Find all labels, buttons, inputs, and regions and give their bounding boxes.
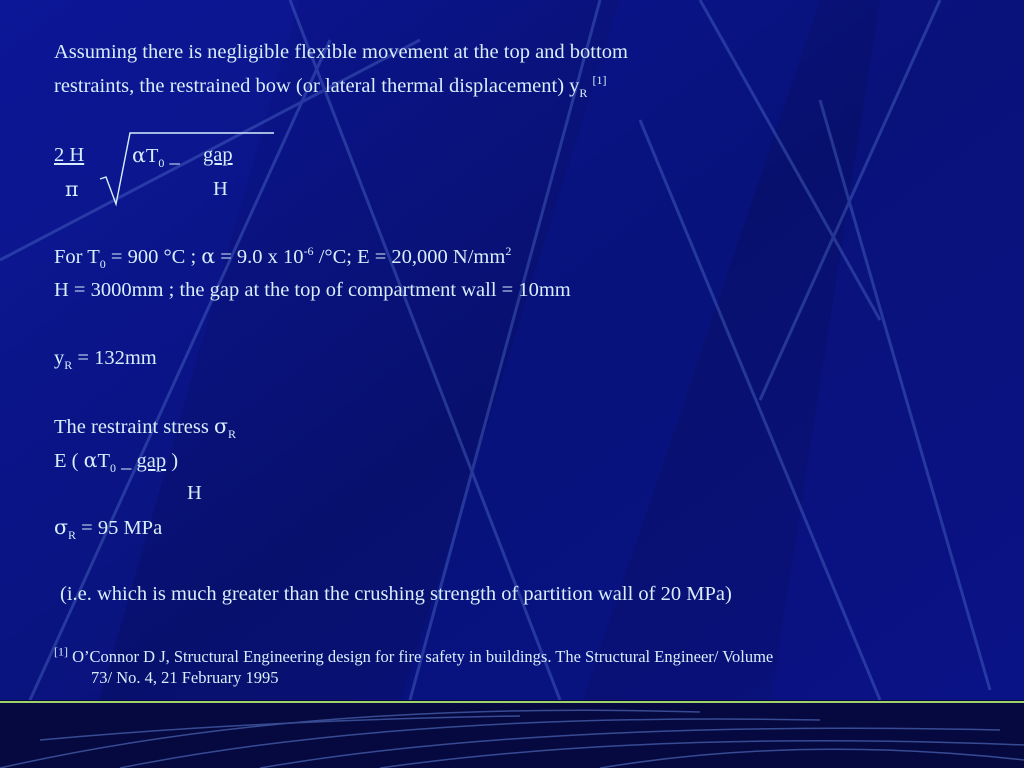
formula1-alpha-t0: $\alpha T_0$ _ [132,143,180,171]
paragraph-line-1: Assuming there is negligible flexible movement at the top and bottom [54,41,628,63]
result-stress: $\sigma_R = 95$ MPa [54,515,163,543]
result-bow: $y_R = 132mm$ [54,347,157,373]
paragraph-line-2: restraints, the restrained bow (or lateral thermal displacement) $y_R$ [1] [54,73,607,101]
restraint-stress-heading: The restraint stress $\sigma_R$ [54,414,236,442]
given-values-line-1: For $T_0 = 900$ °C ; α = 9.0 x $10^{-6}$ /°C; E = 20,000 $N/mm^2$ [54,244,512,272]
given-values-line-2: H = 3000mm ; the gap at the top of compartment wall = 10mm [54,279,571,301]
square-root-sign [98,127,278,207]
formula1-numerator-left: 2 H [54,144,85,166]
formula1-denominator-left: π [65,177,79,201]
formula1-gap: gap [203,144,233,166]
comparison-note: (i.e. which is much greater than the crushing strength of partition wall of 20 MPa) [60,583,732,605]
formula1-h: H [213,178,228,200]
footnote-line-2: 73/ No. 4, 21 February 1995 [91,668,279,687]
formula2-line: E ( $\alpha T_0$ _ gap ) [54,448,179,476]
formula2-h: H [187,482,202,504]
footnote-line-1: [1] O’Connor D J, Structural Engineering design for fire safety in buildings. The Structural Engineer/ Volume [54,644,774,666]
footnote-reference[interactable]: [1] [592,73,607,88]
